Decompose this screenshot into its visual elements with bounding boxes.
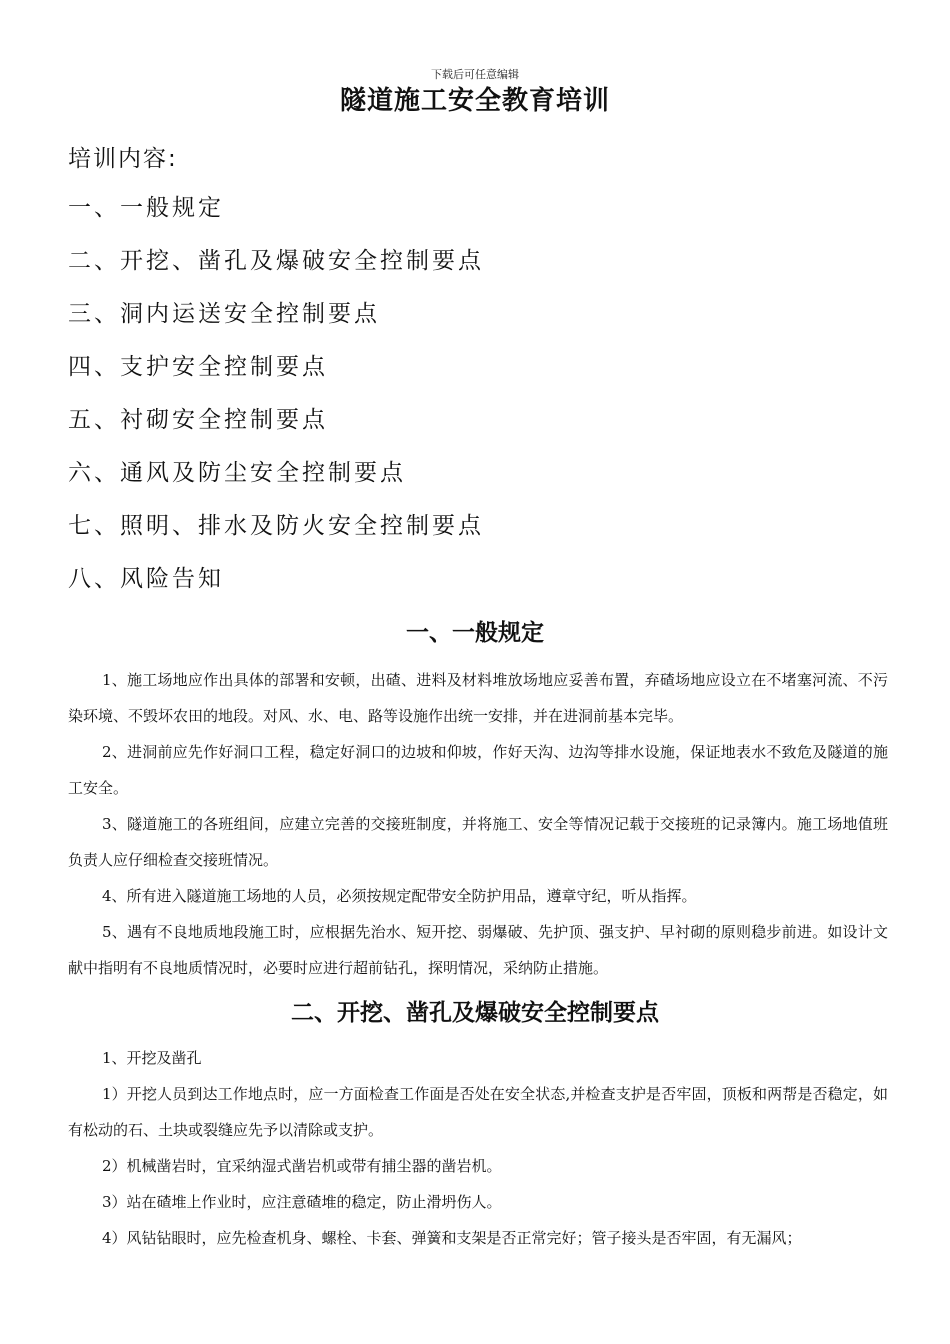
paragraph: 1、开挖及凿孔 [102, 1049, 202, 1067]
paragraph: 2、进洞前应先作好洞口工程，稳定好洞口的边坡和仰坡，作好天沟、边沟等排水设施，保证地表水不致危及隧道的施工安全。 [68, 743, 888, 797]
section-body-excavation [68, 1040, 888, 1256]
toc-heading: 培训内容: [68, 146, 178, 172]
toc-item: 八、风险告知 [68, 566, 224, 592]
toc-item: 一、一般规定 [68, 195, 224, 221]
paragraph: 1）开挖人员到达工作地点时，应一方面检查工作面是否处在安全状态,并检查支护是否牢固，顶板和两帮是否稳定，如有松动的石、土块或裂缝应先予以清除或支护。 [68, 1085, 888, 1139]
table-of-contents [68, 190, 484, 614]
paragraph: 5、遇有不良地质地段施工时，应根据先治水、短开挖、弱爆破、先护顶、强支护、早衬砌的原则稳步前进。如设计文献中指明有不良地质情况时，必要时应进行超前钻孔，探明情况，采纳防止措施。 [68, 923, 888, 977]
toc-item: 七、照明、排水及防火安全控制要点 [68, 513, 484, 539]
paragraph: 4）风钻钻眼时，应先检查机身、螺栓、卡套、弹簧和支架是否正常完好；管子接头是否牢固，有无漏风； [102, 1229, 802, 1247]
paragraph: 1、施工场地应作出具体的部署和安顿，出碴、进料及材料堆放场地应妥善布置，弃碴场地应设立在不堵塞河流、不污染环境、不毁坏农田的地段。对风、水、电、路等设施作出统一安排，并在进洞前基本完毕。 [68, 671, 888, 725]
section-body-general-rules [68, 662, 888, 986]
paragraph: 3）站在碴堆上作业时，应注意碴堆的稳定，防止滑坍伤人。 [102, 1193, 502, 1211]
section-title-excavation: 二、开挖、凿孔及爆破安全控制要点 [291, 1000, 659, 1026]
toc-item: 三、洞内运送安全控制要点 [68, 301, 380, 327]
toc-item: 五、衬砌安全控制要点 [68, 407, 328, 433]
paragraph: 4、所有进入隧道施工场地的人员，必须按规定配带安全防护用品，遵章守纪，听从指挥。 [102, 887, 697, 905]
toc-item: 四、支护安全控制要点 [68, 354, 328, 380]
toc-item: 二、开挖、凿孔及爆破安全控制要点 [68, 248, 484, 274]
document-title: 隧道施工安全教育培训 [339, 86, 610, 116]
header-note: 下载后可任意编辑 [431, 68, 519, 81]
paragraph: 2）机械凿岩时，宜采纳湿式凿岩机或带有捕尘器的凿岩机。 [102, 1157, 502, 1175]
paragraph: 3、隧道施工的各班组间，应建立完善的交接班制度，并将施工、安全等情况记载于交接班的记录簿内。施工场地值班负责人应仔细检查交接班情况。 [68, 815, 888, 869]
toc-item: 六、通风及防尘安全控制要点 [68, 460, 406, 486]
section-title-general-rules: 一、一般规定 [406, 620, 544, 646]
